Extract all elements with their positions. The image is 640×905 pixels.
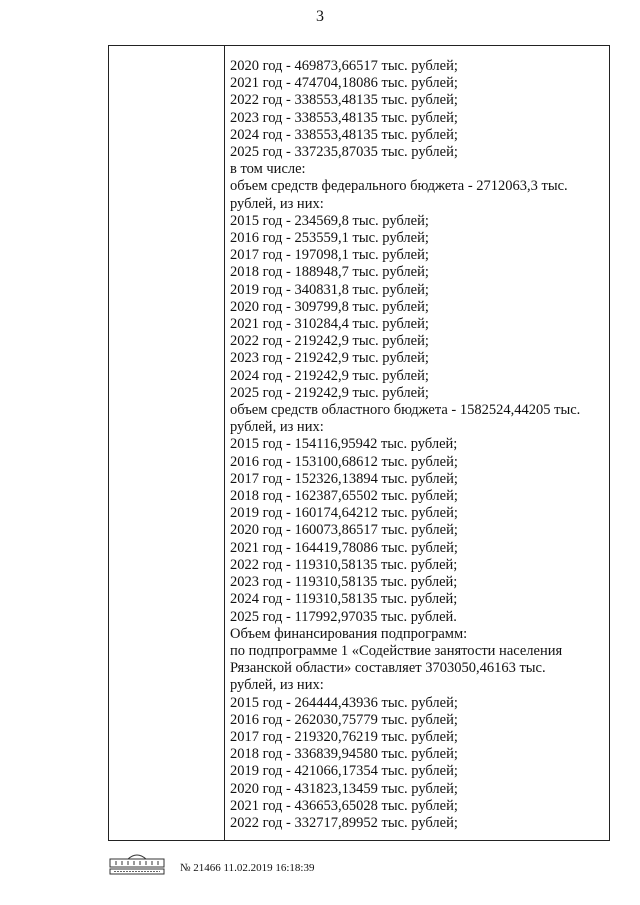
footer (108, 850, 314, 876)
text-line: 2017 год - 197098,1 тыс. рублей; (230, 247, 429, 264)
text-line: 2019 год - 160174,64212 тыс. рублей; (230, 505, 458, 522)
text-line: 2016 год - 253559,1 тыс. рублей; (230, 230, 429, 247)
text-line: 2019 год - 421066,17354 тыс. рублей; (230, 763, 458, 780)
text-line: 2021 год - 164419,78086 тыс. рублей; (230, 539, 458, 556)
text-line: 2023 год - 119310,58135 тыс. рублей; (230, 574, 458, 591)
text-line: 2021 год - 474704,18086 тыс. рублей; (230, 75, 458, 92)
column-divider (224, 46, 225, 840)
text-line: рублей, из них: (230, 677, 324, 694)
text-line: 2016 год - 153100,68612 тыс. рублей; (230, 453, 458, 470)
text-line: 2015 год - 264444,43936 тыс. рублей; (230, 694, 458, 711)
text-line: 2017 год - 152326,13894 тыс. рублей; (230, 470, 458, 487)
text-line: 2023 год - 219242,9 тыс. рублей; (230, 350, 429, 367)
text-line: Рязанской области» составляет 3703050,46163 тыс. (230, 660, 546, 677)
text-line: 2025 год - 117992,97035 тыс. рублей. (230, 608, 457, 625)
text-line: 2023 год - 338553,48135 тыс. рублей; (230, 109, 458, 126)
page-number: 3 (316, 8, 324, 25)
text-line: 2020 год - 431823,13459 тыс. рублей; (230, 780, 458, 797)
text-line: 2022 год - 119310,58135 тыс. рублей; (230, 556, 458, 573)
text-line: 2022 год - 219242,9 тыс. рублей; (230, 333, 429, 350)
text-line: 2025 год - 337235,87035 тыс. рублей; (230, 144, 458, 161)
text-line: рублей, из них: (230, 195, 324, 212)
text-line: 2020 год - 469873,66517 тыс. рублей; (230, 58, 458, 74)
text-line: рублей, из них: (230, 419, 324, 436)
text-line: 2022 год - 338553,48135 тыс. рублей; (230, 92, 458, 109)
text-line: 2025 год - 219242,9 тыс. рублей; (230, 384, 429, 401)
text-line: по подпрограмме 1 «Содействие занятости населения (230, 642, 563, 659)
text-line: 2016 год - 262030,75779 тыс. рублей; (230, 711, 458, 728)
text-line: 2021 год - 310284,4 тыс. рублей; (230, 316, 429, 333)
text-line: 2018 год - 162387,65502 тыс. рублей; (230, 488, 458, 505)
text-line: 2021 год - 436653,65028 тыс. рублей; (230, 797, 458, 814)
text-line: Объем финансирования подпрограмм: (230, 625, 468, 642)
text-line: 2018 год - 336839,94580 тыс. рублей; (230, 746, 458, 763)
text-line: 2024 год - 338553,48135 тыс. рублей; (230, 126, 458, 143)
table-content-cell (230, 58, 603, 832)
registration-number: № 21466 11.02.2019 16:18:39 (180, 862, 315, 874)
text-line: 2024 год - 219242,9 тыс. рублей; (230, 367, 429, 384)
registry-stamp-icon (108, 850, 166, 876)
text-line: объем средств областного бюджета - 1582524,44205 тыс. (230, 402, 581, 419)
text-line: в том числе: (230, 161, 306, 178)
text-line: 2019 год - 340831,8 тыс. рублей; (230, 281, 429, 298)
document-table (108, 45, 610, 841)
text-line: 2015 год - 154116,95942 тыс. рублей; (230, 436, 458, 453)
text-line: 2022 год - 332717,89952 тыс. рублей; (230, 814, 458, 831)
text-line: 2017 год - 219320,76219 тыс. рублей; (230, 728, 458, 745)
text-line: 2018 год - 188948,7 тыс. рублей; (230, 264, 429, 281)
text-line: 2015 год - 234569,8 тыс. рублей; (230, 212, 429, 229)
text-line: объем средств федерального бюджета - 2712063,3 тыс. (230, 178, 568, 195)
text-line: 2020 год - 160073,86517 тыс. рублей; (230, 522, 458, 539)
text-line: 2020 год - 309799,8 тыс. рублей; (230, 298, 429, 315)
text-line: 2024 год - 119310,58135 тыс. рублей; (230, 591, 458, 608)
